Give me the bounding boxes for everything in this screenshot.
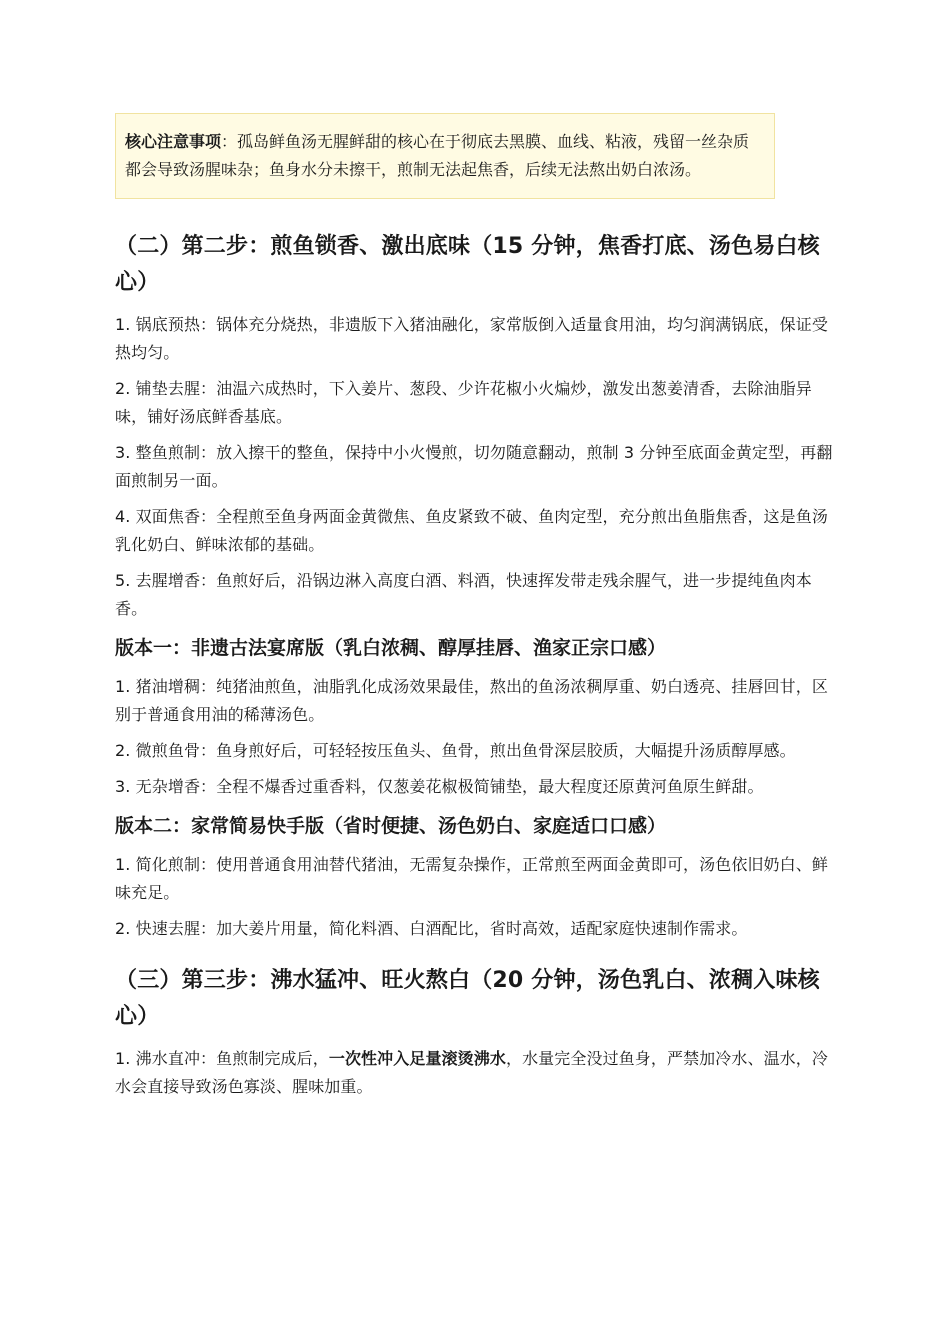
key-notes-text: ：孤岛鲜鱼汤无腥鲜甜的核心在于彻底去黑膜、血线、粘液，残留一丝杂质都会导致汤腥味杂；鱼身水分未擦干，煎制无法起焦香，后续无法熬出奶白浓汤。 xyxy=(125,132,750,179)
section-3-item-suffix: ，水量完全没过鱼身，严禁加冷水、温水，冷水会直接导致汤色寡淡、腥味加重。 xyxy=(115,1049,828,1096)
section-2-item: 3. 整鱼煎制：放入擦干的整鱼，保持中小火慢煎，切勿随意翻动，煎制 3 分钟至底面金黄定型，再翻面煎制另一面。 xyxy=(115,443,833,490)
version-1-item: 2. 微煎鱼骨：鱼身煎好后，可轻轻按压鱼头、鱼骨，煎出鱼骨深层胶质，大幅提升汤质醇厚感。 xyxy=(115,741,796,760)
section-3-item-prefix: 1. 沸水直冲：鱼煎制完成后， xyxy=(115,1049,329,1068)
version-1-item: 3. 无杂增香：全程不爆香过重香料，仅葱姜花椒极简铺垫，最大程度还原黄河鱼原生鲜甜。 xyxy=(115,777,764,796)
version-2-item: 1. 简化煎制：使用普通食用油替代猪油，无需复杂操作，正常煎至两面金黄即可，汤色依旧奶白、鲜味充足。 xyxy=(115,855,828,902)
key-notes-box xyxy=(115,113,775,199)
section-2-item: 5. 去腥增香：鱼煎好后，沿锅边淋入高度白酒、料酒，快速挥发带走残余腥气，进一步提纯鱼肉本香。 xyxy=(115,571,812,618)
document-page xyxy=(115,113,835,1109)
section-2-item: 1. 锅底预热：锅体充分烧热，非遗版下入猪油融化，家常版倒入适量食用油，均匀润满锅底，保证受热均匀。 xyxy=(115,315,828,362)
section-2-item: 4. 双面焦香：全程煎至鱼身两面金黄微焦、鱼皮紧致不破、鱼肉定型，充分煎出鱼脂焦香，这是鱼汤乳化奶白、鲜味浓郁的基础。 xyxy=(115,507,828,554)
version-2-heading: 版本二：家常简易快手版（省时便捷、汤色奶白、家庭适口口感） xyxy=(115,815,667,837)
version-1-heading: 版本一：非遗古法宴席版（乳白浓稠、醇厚挂唇、渔家正宗口感） xyxy=(115,637,667,659)
version-2-item: 2. 快速去腥：加大姜片用量，简化料酒、白酒配比，省时高效，适配家庭快速制作需求。 xyxy=(115,919,748,938)
section-3-heading: （三）第三步：沸水猛冲、旺火熬白（20 分钟，汤色乳白、浓稠入味核心） xyxy=(115,968,820,1029)
section-2-heading: （二）第二步：煎鱼锁香、激出底味（15 分钟，焦香打底、汤色易白核心） xyxy=(115,234,820,295)
section-3-item-emphasis: 一次性冲入足量滚烫沸水 xyxy=(328,1049,506,1068)
version-1-item: 1. 猪油增稠：纯猪油煎鱼，油脂乳化成汤效果最佳，熬出的鱼汤浓稠厚重、奶白透亮、挂唇回甘，区别于普通食用油的稀薄汤色。 xyxy=(115,677,828,724)
section-2-item: 2. 铺垫去腥：油温六成热时，下入姜片、葱段、少许花椒小火煸炒，激发出葱姜清香，去除油脂异味，铺好汤底鲜香基底。 xyxy=(115,379,812,426)
section-3-item xyxy=(115,1045,835,1101)
key-notes-label: 核心注意事项 xyxy=(125,132,222,151)
